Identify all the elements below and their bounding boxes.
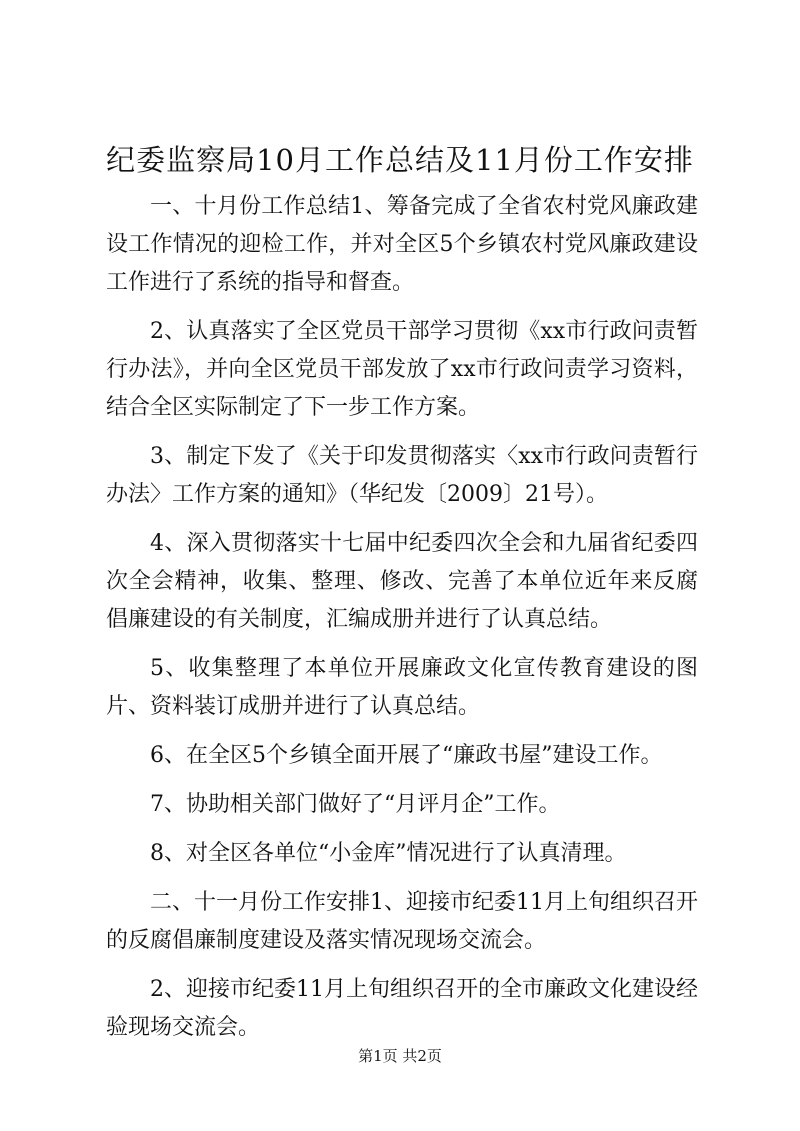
paragraph-5: 5、收集整理了本单位开展廉政文化宣传教育建设的图片、资料装订成册并进行了认真总结。 <box>106 656 698 719</box>
paragraph-1: 一、十月份工作总结1、筹备完成了全省农村党风廉政建设工作情况的迎检工作，并对全区5个乡镇农村党风廉政建设工作进行了系统的指导和督查。 <box>106 194 698 295</box>
paragraph-4: 4、深入贯彻落实十七届中纪委四次全会和九届省纪委四次全会精神，收集、整理、修改、完善了本单位近年来反腐倡廉建设的有关制度，汇编成册并进行了认真总结。 <box>106 531 698 632</box>
paragraph-7: 7、协助相关部门做好了“月评月企”工作。 <box>150 792 561 817</box>
document-title: 纪委监察局10月工作总结及11月份工作安排 <box>106 143 694 177</box>
paragraph-3: 3、制定下发了《关于印发贯彻落实〈xx市行政问责暂行办法〉工作方案的通知》（华纪发〔2009〕21号）。 <box>106 444 698 507</box>
paragraph-8: 8、对全区各单位“小金库”情况进行了认真清理。 <box>150 841 627 866</box>
document-body <box>106 188 698 1058</box>
page-number: 第1页 共2页 <box>358 1047 442 1065</box>
paragraph-6: 6、在全区5个乡镇全面开展了“廉政书屋”建设工作。 <box>150 743 663 768</box>
paragraph-9: 二、十一月份工作安排1、迎接市纪委11月上旬组织召开的反腐倡廉制度建设及落实情况现场交流会。 <box>106 890 698 953</box>
paragraph-10: 2、迎接市纪委11月上旬组织召开的全市廉政文化建设经验现场交流会。 <box>106 977 698 1040</box>
paragraph-2: 2、认真落实了全区党员干部学习贯彻《xx市行政问责暂行办法》，并向全区党员干部发放了xx市行政问责学习资料，结合全区实际制定了下一步工作方案。 <box>106 319 698 420</box>
